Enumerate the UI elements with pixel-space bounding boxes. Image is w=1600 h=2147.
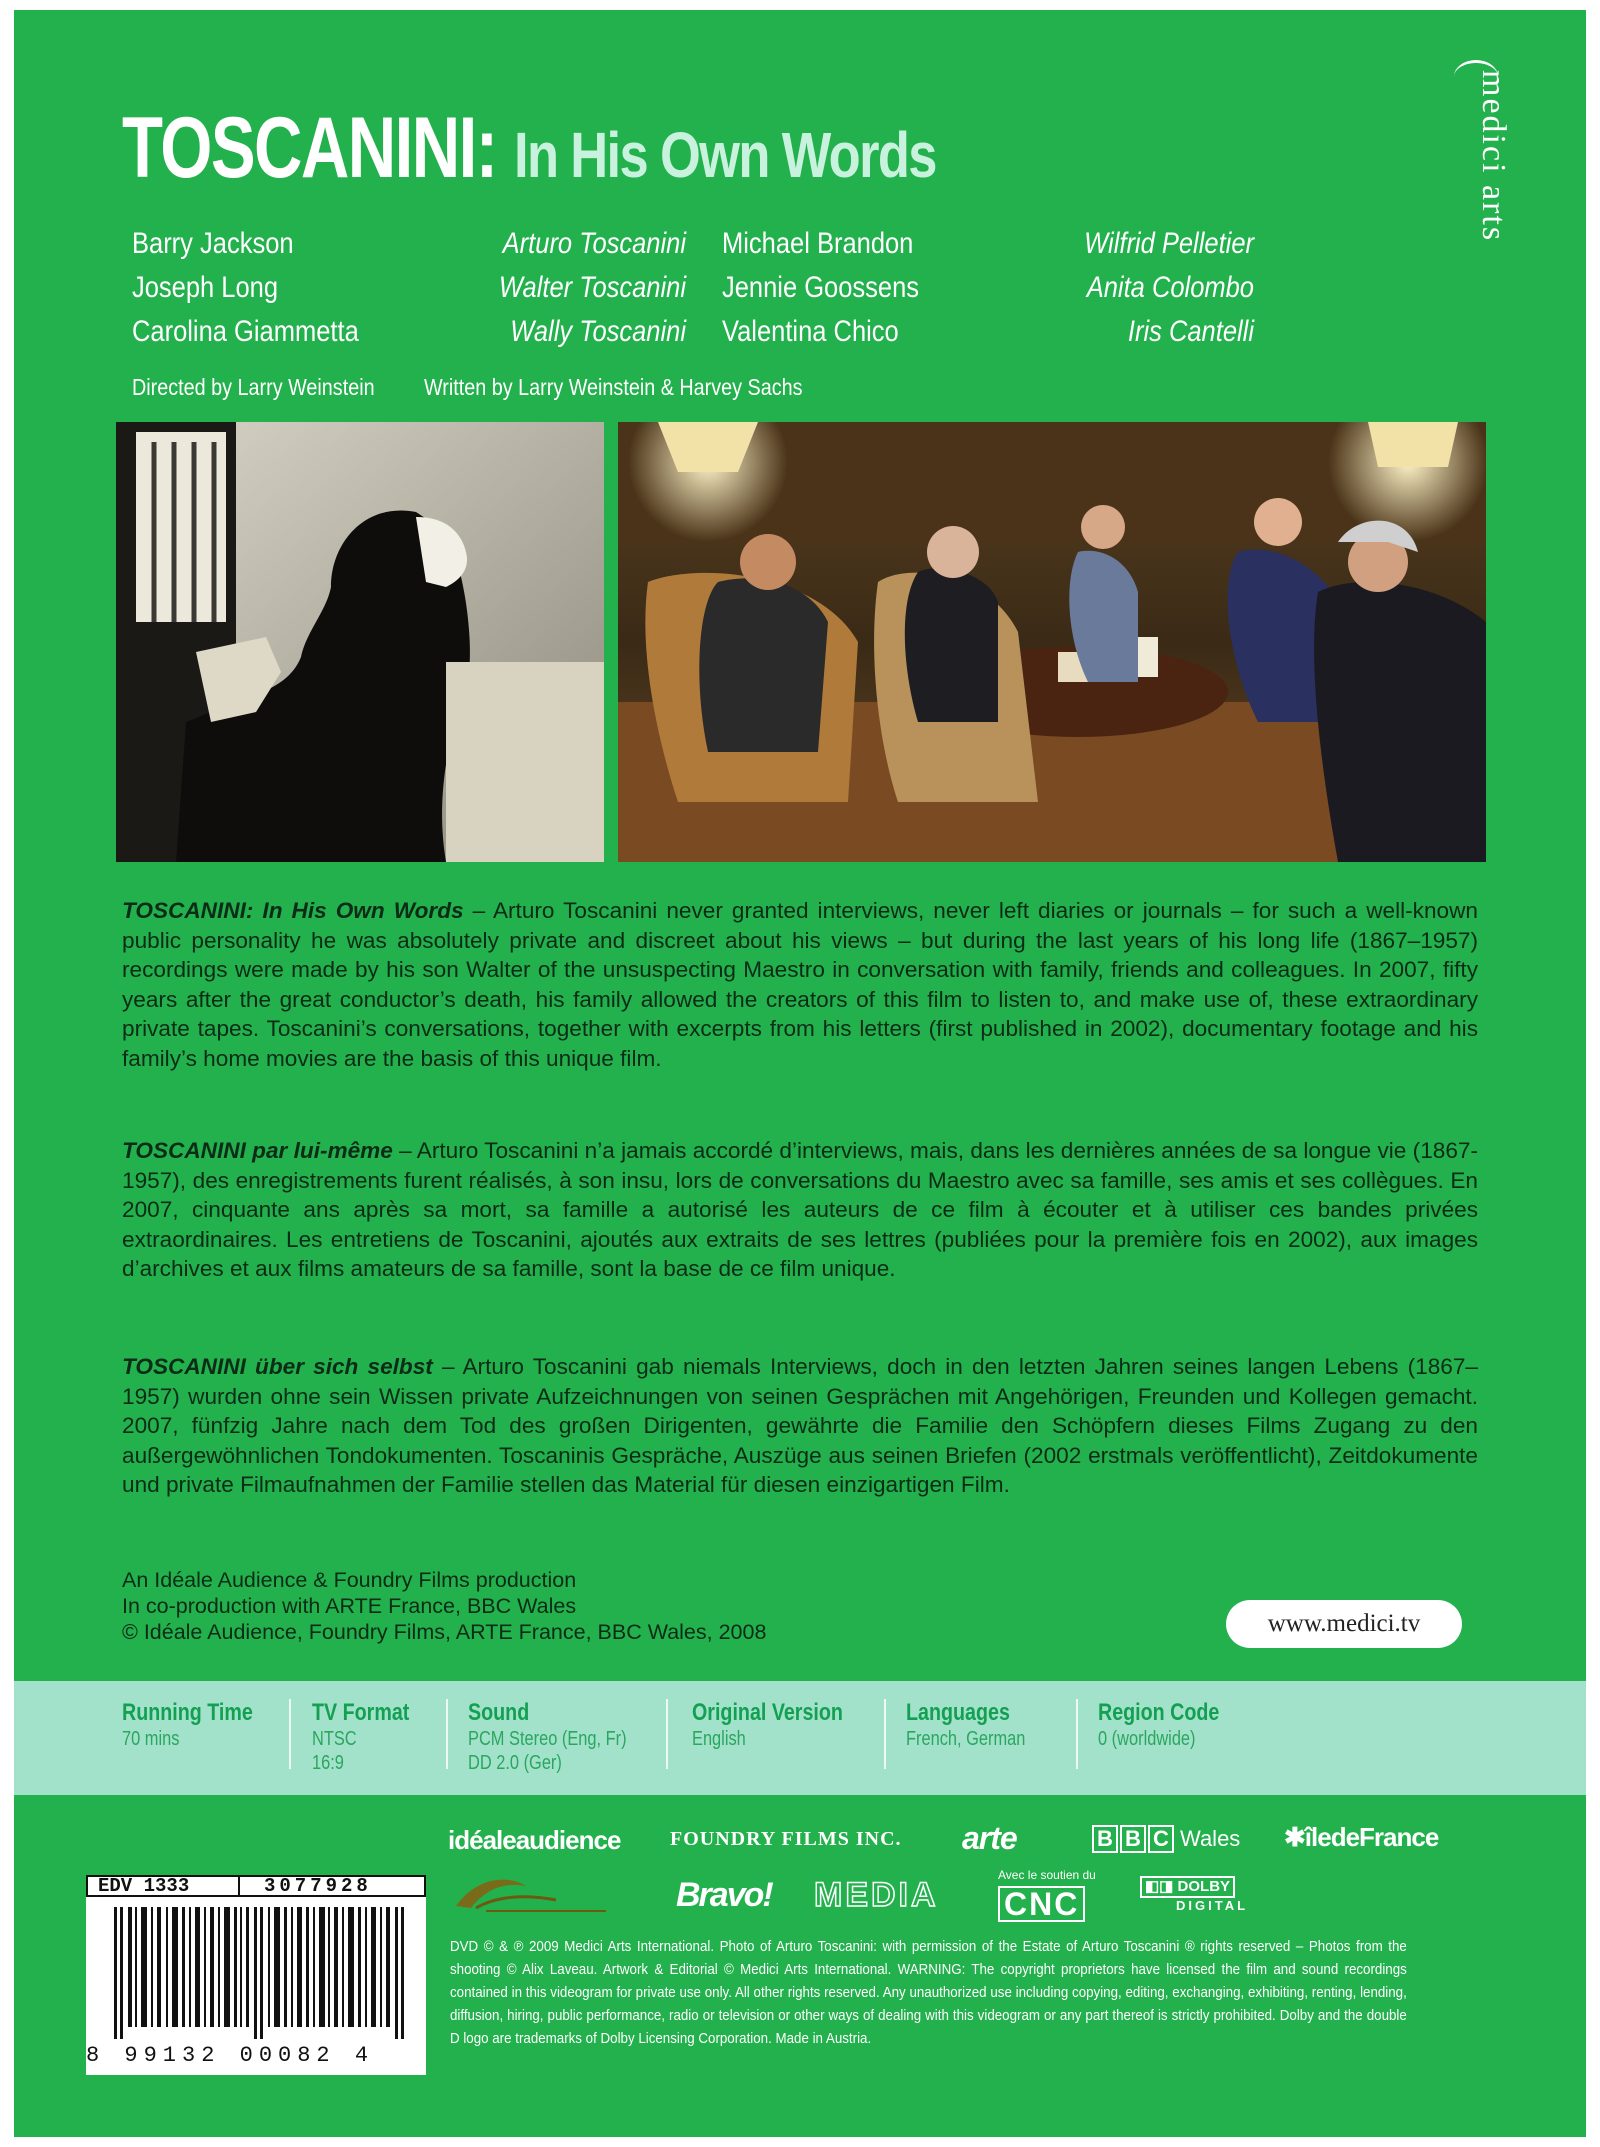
description-text: – Arturo Toscanini gab niemals Interviews, doch in den letzten Jahren seines langen Lebens (1867–1957) wurden ohne sein Wissen private Aufzeichnungen von seinen Gesprächen mit Angehörigen, Freunden und Kollegen gemacht. 2007, fünfzig Jahre nach dem Tod des großen Dirigenten, gewährte die Familie den Schöpfern dieses Films Zugang zu den außergewöhnlichen Tondokumenten. Toscaninis Gespräche, Auszüge aus seinen Briefen (2002 erstmals veröffentlicht), Zeitdokumente und private Filmaufnahmen der Familie stellen das Material für diesen einzigartigen Film. <box>122 1354 1478 1497</box>
star-icon: ✱ <box>1284 1822 1305 1852</box>
barcode-digits: 8 99132 00082 4 <box>86 2043 375 2068</box>
catalog-code: 3077928 <box>264 1875 372 1897</box>
bbc-wales-label: Wales <box>1180 1826 1241 1851</box>
role-name: Wilfrid Pelletier <box>1084 227 1254 260</box>
spec-heading: Original Version <box>692 1699 843 1726</box>
legal-notice: DVD © & ℗ 2009 Medici Arts International. Photo of Arturo Toscanini: with permission of the Estate of Arturo Toscanini ® rights reserved – Photos from the shooting © Alix Laveau. Artwork & Editorial © Medici Arts International. WARNING: The copyright proprietors have licensed the film and sound recordings contained in this videogram for private use only. All other rights reserved. Any unauthorized use including copying, editing, exchanging, exhibiting, renting, lending, diffusion, hiring, public performance, radio or television or other ways of dealing with this videogram or any part thereof is strictly prohibited. Dolby and the double D logo are trademarks of Dolby Licensing Corporation. Made in Austria. <box>450 1939 1407 2047</box>
director-credit: Directed by Larry Weinstein <box>132 374 375 400</box>
catalog-number <box>86 1875 426 1897</box>
production-line: An Idéale Audience & Foundry Films production <box>122 1568 577 1592</box>
spec-heading: TV Format <box>312 1699 410 1726</box>
spec-value: French, German <box>906 1728 1026 1750</box>
barcode-bars <box>114 1907 404 2039</box>
role-name: Iris Cantelli <box>1127 315 1254 348</box>
spec-divider <box>666 1699 668 1769</box>
production-line: © Idéale Audience, Foundry Films, ARTE France, BBC Wales, 2008 <box>122 1620 767 1644</box>
description-lead: TOSCANINI über sich selbst <box>122 1354 433 1379</box>
cast-roles-col4 <box>1050 222 1254 354</box>
dolby-digital-logo <box>1140 1876 1248 1914</box>
spec-value: English <box>692 1728 746 1750</box>
spec-divider <box>289 1699 291 1769</box>
description-lead: TOSCANINI par lui-même <box>122 1138 393 1163</box>
spec-heading: Running Time <box>122 1699 253 1726</box>
description-text: – Arturo Toscanini never granted interviews, never left diaries or journals – for such a well-known public personality he was absolutely private and discreet about his views – but during the last years of his long life (1867–1957) recordings were made by his son Walter of the unsuspecting Maestro in conversation with family, friends and colleagues. In 2007, fifty years after the great conductor’s death, his family allowed the creators of this film to listen to, and make use of, these extraordinary private tapes. Toscanini’s conversations, together with excerpts from his letters (first published in 2002), documentary footage and his family’s home movies are the basis of this unique film. <box>122 898 1478 1071</box>
bbc-wales-logo <box>1092 1825 1240 1853</box>
title-sub: In His Own Words <box>514 119 936 191</box>
spec-languages <box>906 1699 1025 1751</box>
page-title <box>122 100 1029 196</box>
description-english <box>122 896 1478 1073</box>
dvd-back-cover <box>14 10 1586 2137</box>
spec-value: NTSC <box>312 1728 357 1750</box>
spec-value: 16:9 <box>312 1752 344 1774</box>
bravo-logo: Bravo! <box>676 1876 772 1914</box>
arte-logo: arte <box>962 1820 1017 1856</box>
spec-tv-format <box>312 1699 409 1775</box>
medici-website-link[interactable]: www.medici.tv <box>1226 1600 1462 1648</box>
technical-specs-band <box>14 1681 1586 1795</box>
production-credits <box>122 1567 766 1645</box>
ile-de-france-label: îledeFrance <box>1304 1822 1439 1852</box>
spec-sound <box>468 1699 627 1775</box>
cast-actors-col1 <box>132 222 359 354</box>
description-lead: TOSCANINI: In His Own Words <box>122 898 464 923</box>
spec-divider <box>446 1699 448 1769</box>
spec-divider <box>884 1699 886 1769</box>
bbc-letter: B <box>1092 1825 1118 1853</box>
spec-region-code <box>1098 1699 1219 1751</box>
spec-heading: Sound <box>468 1699 530 1726</box>
writer-credit: Written by Larry Weinstein & Harvey Sachs <box>424 374 803 400</box>
film-scene-photo <box>618 422 1486 862</box>
role-name: Wally Toscanini <box>510 315 686 348</box>
spec-original-version <box>692 1699 843 1751</box>
cnc-logo: CNC <box>998 1886 1085 1922</box>
description-french <box>122 1136 1478 1284</box>
role-name: Anita Colombo <box>1086 271 1254 304</box>
actor-name: Jennie Goossens <box>722 271 920 304</box>
media-logo: MEDIA <box>814 1876 939 1914</box>
description-german <box>122 1352 1478 1500</box>
role-name: Walter Toscanini <box>498 271 686 304</box>
cast-actors-col3 <box>722 222 919 354</box>
cnc-support-label: Avec le soutien du <box>998 1868 1096 1882</box>
toscanini-archive-photo <box>116 422 604 862</box>
ideale-audience-logo: idéaleaudience <box>448 1825 621 1855</box>
actor-name: Carolina Giammetta <box>132 315 359 348</box>
barcode-label <box>86 1875 426 2075</box>
spec-value: 0 (worldwide) <box>1098 1728 1196 1750</box>
actor-name: Joseph Long <box>132 271 279 304</box>
medici-arts-logo <box>1464 70 1524 320</box>
dolby-digital-label: DIGITAL <box>1176 1898 1249 1913</box>
title-main: TOSCANINI: <box>122 100 497 196</box>
description-text: – Arturo Toscanini n’a jamais accordé d’interviews, mais, dans les dernières années de sa longue vie (1867-1957), des enregistrements furent réalisés, à son insu, lors de conversations du Maestro avec sa famille, ses amis et ses collègues. En 2007, cinquante ans après sa mort, sa famille a autorisé les auteurs de ce film à écouter et à utiliser ces bandes privées extraordinaires. Les entretiens de Toscanini, ajoutés aux extraits de ses lettres (publiées pour la première fois en 2002), aux images d’archives et aux films amateurs de sa famille, sont la base de ce film unique. <box>122 1138 1478 1281</box>
cast-roles-col2 <box>482 222 686 354</box>
spec-value: 70 mins <box>122 1728 180 1750</box>
spec-heading: Region Code <box>1098 1699 1220 1726</box>
actor-name: Michael Brandon <box>722 227 914 260</box>
role-name: Arturo Toscanini <box>502 227 686 260</box>
foundry-films-logo: FOUNDRY FILMS INC. <box>670 1828 902 1850</box>
actor-name: Barry Jackson <box>132 227 294 260</box>
spec-running-time <box>122 1699 253 1751</box>
medici-arts-label: medici arts <box>1475 70 1512 243</box>
spec-heading: Languages <box>906 1699 1010 1726</box>
bbc-letter: C <box>1148 1825 1174 1853</box>
catalog-label: EDV 1333 <box>98 1875 190 1897</box>
spec-divider <box>1076 1699 1078 1769</box>
partner-logo <box>446 1868 616 1918</box>
ile-de-france-logo <box>1284 1822 1438 1853</box>
production-line: In co-production with ARTE France, BBC Wales <box>122 1594 577 1618</box>
dolby-dd-icon: ◧◨ <box>1145 1878 1174 1895</box>
catalog-divider <box>238 1877 240 1895</box>
bbc-letter: B <box>1120 1825 1146 1853</box>
spec-value: PCM Stereo (Eng, Fr) <box>468 1728 627 1750</box>
dolby-label: DOLBY <box>1177 1878 1231 1895</box>
spec-value: DD 2.0 (Ger) <box>468 1752 562 1774</box>
actor-name: Valentina Chico <box>722 315 899 348</box>
